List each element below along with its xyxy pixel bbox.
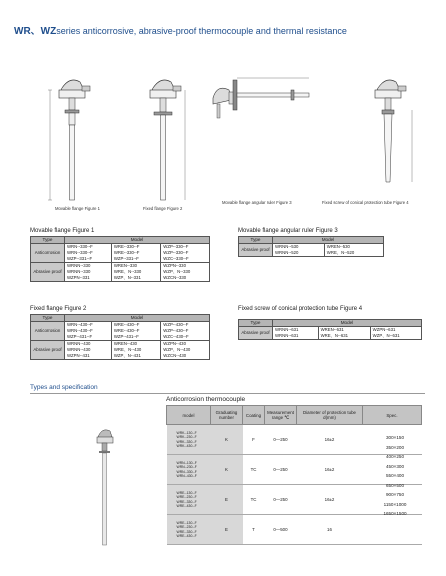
spec-header-dia: Diameter of protection tube d(mm) — [297, 406, 363, 425]
model-cell: WRE--330--F — [113, 250, 140, 255]
spec-table-title: Anticorrosion thermocouple — [166, 396, 246, 403]
model-cell: WRE--430--F — [113, 328, 140, 333]
grad-cell: E — [211, 515, 243, 545]
type-header: Type — [31, 237, 65, 244]
coating-cell: TC — [243, 455, 265, 485]
model-cell: WRNN--631 — [275, 333, 299, 338]
coating-cell: TC — [243, 485, 265, 515]
table-3-caption: Movable flange angular ruler Figure 3 — [238, 228, 338, 234]
range-cell: 0—250 — [265, 485, 297, 515]
page-title — [14, 22, 347, 37]
figure-2-drawing — [135, 70, 195, 205]
model-header: Model — [273, 237, 384, 244]
model-cell: WZP--330--F — [163, 244, 189, 249]
model-cell: WZP、N--330 — [163, 269, 191, 274]
spec-header-range: Measurement range ℃ — [265, 406, 297, 425]
table-row — [167, 515, 422, 545]
type-header: Type — [239, 320, 273, 327]
model-cell: WZPN--631 — [372, 327, 396, 332]
model-cell: WZP--331--F — [113, 256, 139, 261]
model-cell: WRNN--430 — [67, 341, 91, 346]
table-3 — [238, 236, 384, 257]
model-cell: WRN--330--F — [67, 244, 93, 249]
spec-item: 300×150 — [385, 435, 404, 440]
figure-4-caption: Fixed screw of conical protection tube Figure 4 — [322, 200, 409, 205]
model-list: WRE--130--F WRE--230--F WRE--330--F WRE--430--F — [167, 485, 211, 515]
spec-header-coating: Coating — [243, 406, 265, 425]
model-cell: WRN--330--F — [67, 250, 93, 255]
page-title-bold: WR、WZ — [14, 26, 57, 37]
model-cell: WZP、N--430 — [163, 347, 191, 352]
dia-cell: 16±2 — [297, 455, 363, 485]
model-list: WRK--130--F WRK--230--F WRK--330--F WRK--430--F — [167, 425, 211, 455]
model-cell: WZP--431--F — [113, 334, 139, 339]
table-2-caption: Fixed flange Figure 2 — [30, 306, 87, 312]
type-cell: Abrasive proof — [31, 341, 65, 360]
type-cell: Abrasive proof — [239, 244, 273, 257]
figure-3-caption: Movable flange angular ruler Figure 3 — [222, 200, 292, 205]
model-cell: WREN--430 — [113, 341, 138, 346]
table-1-caption: Movable flange Figure 1 — [30, 228, 95, 234]
spec-header-model: model — [167, 406, 211, 425]
model-cell: WZC--430--F — [163, 334, 189, 339]
range-cell: 0—500 — [265, 515, 297, 545]
model-cell: WRNN--430 — [67, 347, 91, 352]
model-cell: WZP、N--331 — [113, 275, 141, 280]
spec-list — [375, 433, 415, 519]
table-2 — [30, 314, 210, 360]
figure-3-drawing — [205, 70, 315, 200]
dia-cell: 16±2 — [297, 425, 363, 455]
model-cell: WRNN--530 — [275, 244, 299, 249]
model-header: Model — [273, 320, 422, 327]
spec-item: 400×250 — [385, 454, 404, 459]
table-1 — [30, 236, 210, 282]
model-cell: WRE、N--430 — [113, 347, 142, 352]
figure-4-drawing — [360, 70, 420, 200]
model-cell: WREN--631 — [320, 327, 344, 332]
figure-1-caption: Movable flange Figure 1 — [55, 206, 100, 211]
model-cell: WZP、N--431 — [113, 353, 141, 358]
model-cell: WZP、N--631 — [372, 333, 400, 338]
model-cell: WZPN--331 — [67, 275, 90, 280]
model-cell: WRN--430--F — [67, 322, 93, 327]
model-cell: WRE、N--330 — [113, 269, 142, 274]
table-4-caption: Fixed screw of conical protection tube Figure 4 — [238, 306, 363, 312]
grad-cell: K — [211, 425, 243, 455]
thermocouple-photo — [92, 425, 120, 550]
model-cell: WRNN--330 — [67, 263, 91, 268]
figure-2-caption: Fixed flange Figure 2 — [143, 206, 183, 211]
spec-header-grad: Graduating number — [211, 406, 243, 425]
spec-cell — [363, 515, 422, 545]
type-cell: Anticorrosion — [31, 244, 65, 263]
model-cell: WRNN--330 — [67, 269, 91, 274]
spec-item: 550×400 — [385, 473, 404, 478]
model-cell: WZP--430--F — [163, 322, 189, 327]
type-header: Type — [239, 237, 273, 244]
model-cell: WZPN--431 — [67, 353, 90, 358]
type-cell: Abrasive proof — [239, 327, 273, 340]
model-header: Model — [65, 237, 210, 244]
section-divider — [30, 393, 425, 394]
model-cell: WZC--330--F — [163, 256, 189, 261]
type-header: Type — [31, 315, 65, 322]
type-cell: Abrasive proof — [31, 263, 65, 282]
coating-cell: T — [243, 515, 265, 545]
grad-cell: K — [211, 455, 243, 485]
dia-cell: 16 — [297, 515, 363, 545]
spec-item: 450×300 — [385, 463, 404, 469]
model-list: WRN--130--F WRN--230--F WRN--330--F WRN--430--F — [167, 455, 211, 485]
range-cell: 0—250 — [265, 455, 297, 485]
model-cell: WZP--430--F — [163, 328, 189, 333]
range-cell: 0—250 — [265, 425, 297, 455]
model-cell: WRN--430--F — [67, 328, 93, 333]
model-cell: WZCN--430 — [163, 353, 187, 358]
model-cell: WZP--331--F — [67, 256, 93, 261]
model-cell: WREN--530 — [326, 244, 350, 249]
model-cell: WREN--330 — [113, 263, 138, 268]
table-4 — [238, 319, 422, 340]
spec-item: 900×750 — [385, 492, 404, 497]
model-cell: WRNN--631 — [275, 327, 299, 332]
coating-cell: F — [243, 425, 265, 455]
types-heading: Types and specification — [30, 384, 98, 391]
spec-header-spec: Spec. — [363, 406, 422, 425]
model-cell: WRE--430--F — [113, 322, 140, 327]
model-header: Model — [65, 315, 210, 322]
spec-item: 1650×1500 — [383, 511, 407, 516]
page-title-rest: series anticorrosive, abrasive-proof thermocouple and thermal resistance — [56, 26, 347, 36]
model-cell: WZP--330--F — [163, 250, 189, 255]
model-cell: WRNN--520 — [275, 250, 299, 255]
model-cell: WRE、N--520 — [326, 250, 355, 255]
model-list: WRE--130--F WRE--230--F WRE--330--F WRE--430--F — [167, 515, 211, 545]
figure-1-drawing — [40, 70, 100, 205]
spec-item: 350×200 — [385, 444, 404, 450]
type-cell: Anticorrosion — [31, 322, 65, 341]
model-cell: WZCN--330 — [163, 275, 187, 280]
spec-item: 1150×1000 — [383, 501, 407, 507]
grad-cell: E — [211, 485, 243, 515]
model-cell: WZP--431--F — [67, 334, 93, 339]
spec-item: 650×500 — [385, 482, 404, 488]
model-cell: WZPN--430 — [163, 341, 186, 346]
model-cell: WRE、N--631 — [320, 333, 349, 338]
model-cell: WZPN--330 — [163, 263, 186, 268]
model-cell: WRE--330--F — [113, 244, 140, 249]
dia-cell: 16±2 — [297, 485, 363, 515]
